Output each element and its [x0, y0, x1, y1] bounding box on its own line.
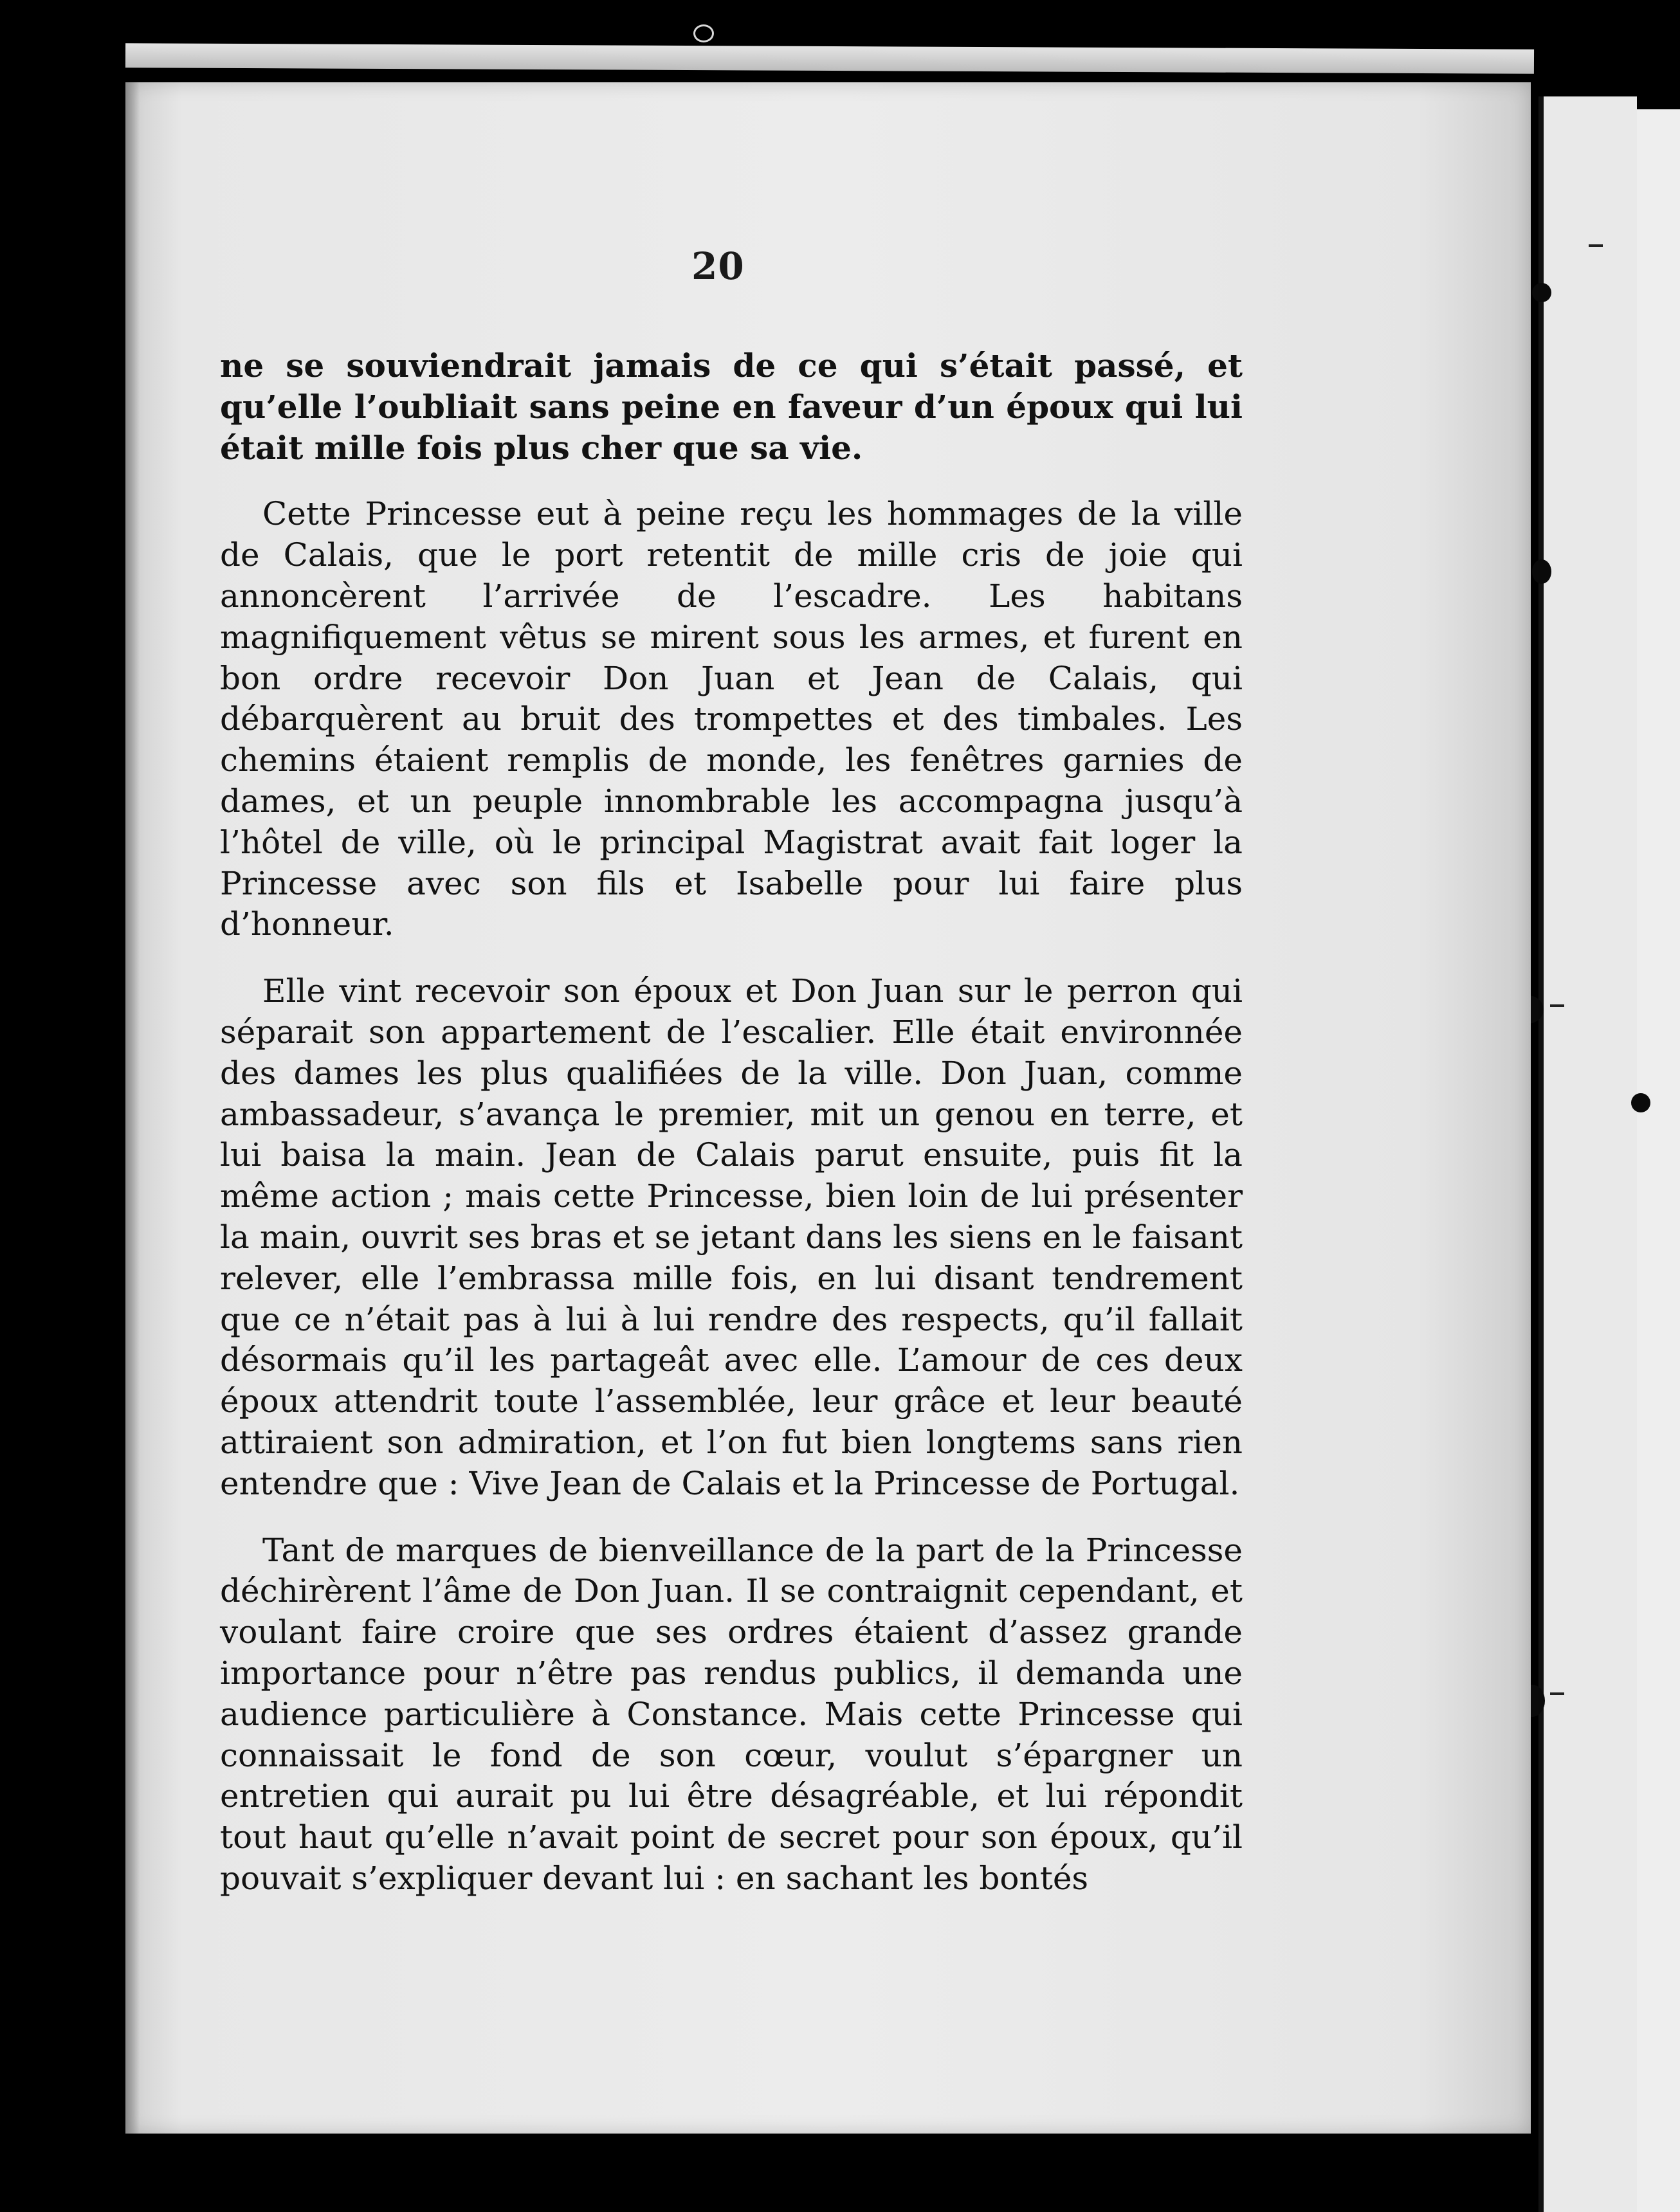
page-left-shadow — [125, 82, 140, 2134]
paragraph: Cette Princesse eut à peine reçu les hommages de la ville de Calais, que le port retentit de mille cris de joie qui annoncèrent l’arrivée de l’escadre. Les habitans magnifiquement vêtus se mirent sous les armes, et furent en bon ordre recevoir Don Juan et Jean de Calais, qui débarquèrent au bruit des trompettes et des timbales. Les chemins étaient remplis de monde, les fenêtres garnies de dames, et un peuple innombrable les accompagna jusqu’à l’hôtel de ville, où le principal Magistrat avait fait loger la Princesse avec son fils et Isabelle pour lui faire plus d’honneur. — [220, 495, 1243, 943]
paragraph: Elle vint recevoir son époux et Don Juan sur le perron qui séparait son appartement de l’escalier. Elle était environnée des dames les plus qualifiées de la ville. Don Juan, comme ambassadeur, s’avança le premier, mit un genou en terre, et lui baisa la main. Jean de Calais parut ensuite, puis fit la même action ; mais cette Princesse, bien loin de lui présenter la main, ouvrit ses bras et se jetant dans les siens en le faisant relever, elle l’embrassa mille fois, en lui disant tendrement que ce n’était pas à lui à lui rendre des respects, qu’il fallait désormais qu’il les partageât avec elle. L’amour de ces deux époux attendrit toute l’assemblée, leur grâce et leur beauté attiraient son admiration, et l’on fut bien longtems sans rien entendre que : Vive Jean de Calais et la Princesse de Portugal. — [220, 972, 1243, 1502]
page-text — [220, 345, 1243, 1899]
facing-page-strip — [1540, 96, 1637, 2212]
binding-dot — [1532, 559, 1551, 584]
binding-tick — [1589, 244, 1603, 247]
facing-page-edge — [1637, 109, 1680, 2212]
top-scan-mark — [693, 24, 714, 42]
binding-tick — [1550, 1692, 1564, 1695]
binding-dot — [1532, 283, 1551, 302]
page-number: 20 — [691, 244, 745, 288]
binding-line — [1538, 96, 1544, 2212]
binding-tick — [1550, 1004, 1564, 1007]
paragraph: Tant de marques de bienveillance de la part de la Princesse déchirèrent l’âme de Don Juan. Il se contraignit cependant, et voulant faire croire que ses ordres étaient d’assez grande importance pour n’être pas rendus publics, il demanda une audience particulière à Constance. Mais cette Princesse qui connaissait le fond de son cœur, voulut s’épargner un entretien qui aurait pu lui être désagréable, et lui répondit tout haut qu’elle n’avait point de secret pour son époux, qu’il pouvait s’expliquer devant lui : en sachant les bontés — [220, 1531, 1243, 1897]
paragraph: ne se souviendrait jamais de ce qui s’était passé, et qu’elle l’oubliait sans peine en faveur d’un époux qui lui était mille fois plus cher que sa vie. — [220, 347, 1243, 467]
binding-dot — [1631, 1093, 1650, 1112]
